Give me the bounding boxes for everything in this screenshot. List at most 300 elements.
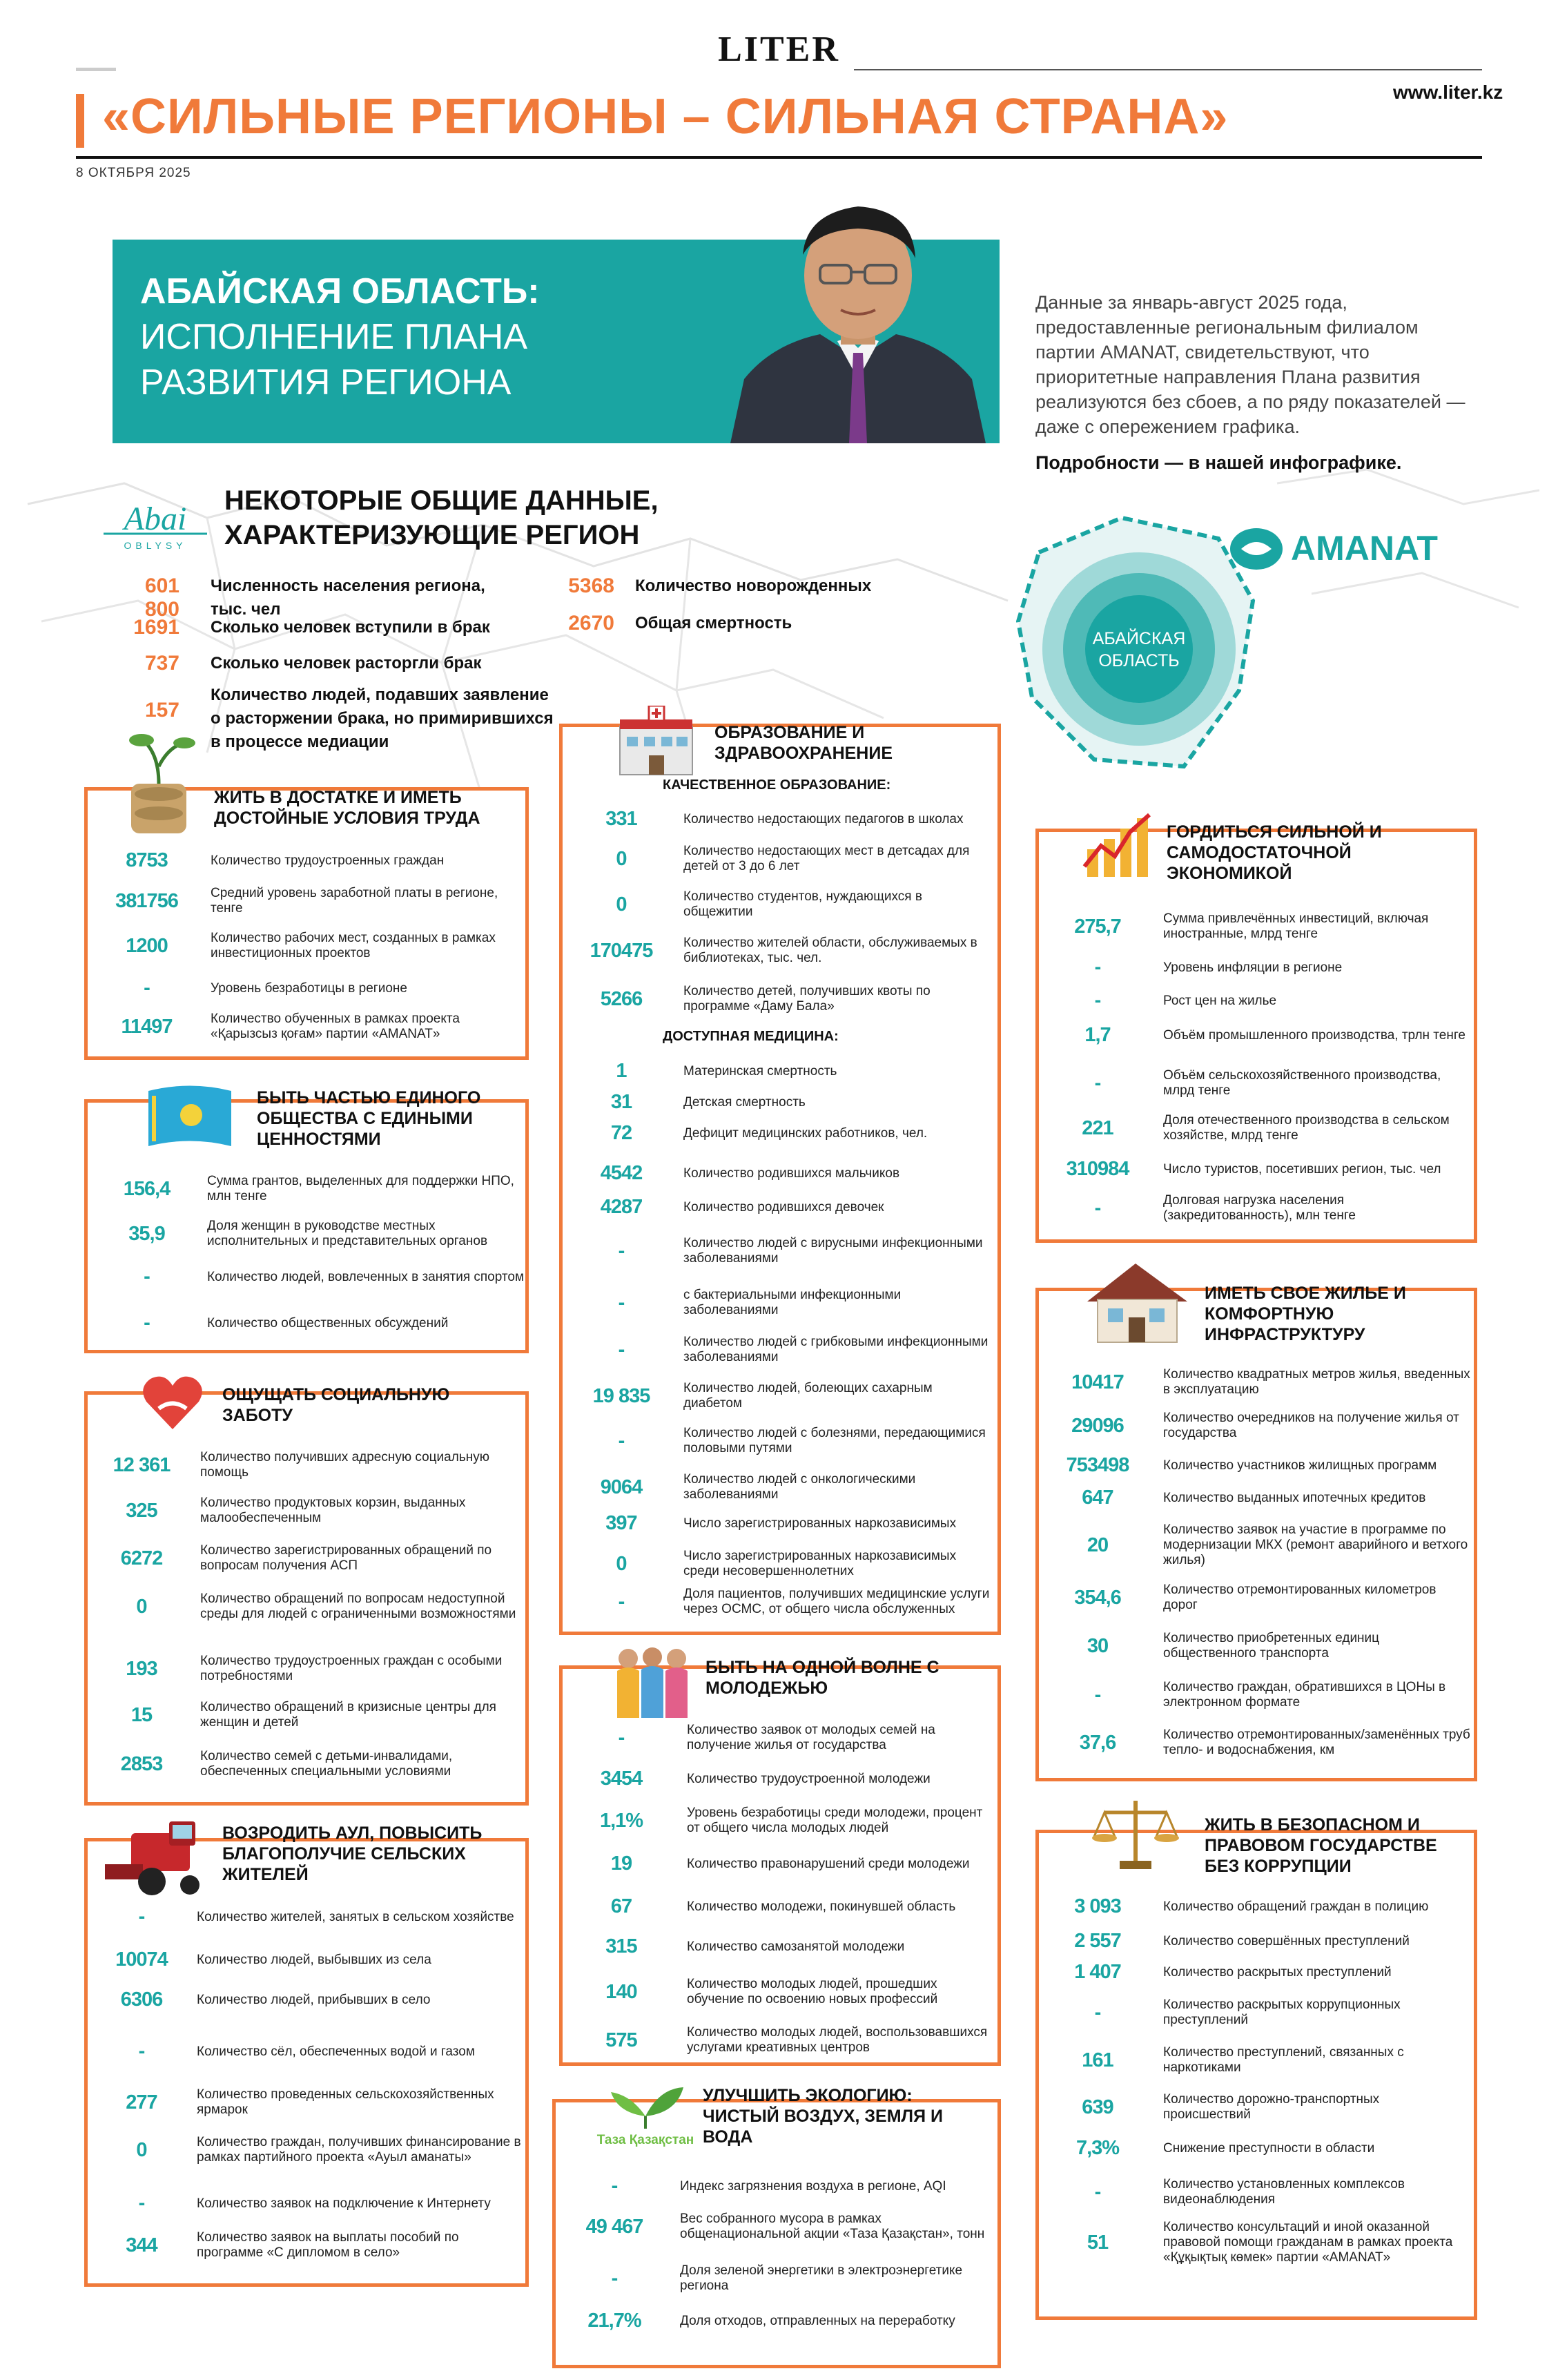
row-label: Количество людей, прибывших в село — [197, 1992, 431, 2007]
intro-text: Данные за январь-август 2025 года, предоставленные региональным филиалом партии AMANAT, свидетельствуют, что приоритетные направления Плана развития реализуются без сбоев, а по ряду показателей — даже с опережением графика. — [1035, 292, 1466, 437]
safety-row — [1046, 2092, 1474, 2122]
social-row — [97, 1700, 525, 1730]
row-label: Количество заявок от молодых семей на получение жилья от государства — [687, 1723, 935, 1752]
society-row — [97, 1312, 525, 1335]
row-value: 11497 — [121, 1015, 173, 1038]
row-value: - — [618, 1338, 625, 1361]
medicine-row — [573, 1091, 994, 1114]
general-label: Численность населения региона, тыс. чел — [211, 577, 485, 619]
row-label: Количество родившихся девочек — [683, 1199, 884, 1215]
row-label: Количество заявок на выплаты пособий по программе «С дипломом в село» — [197, 2230, 459, 2260]
row-value: 0 — [616, 847, 627, 870]
taza-logo-text: Таза Қазақстан — [596, 2133, 694, 2147]
medicine-row — [573, 1426, 994, 1456]
row-value: - — [1094, 1197, 1101, 1219]
housing-row — [1046, 1367, 1474, 1397]
row-value: 753498 — [1066, 1454, 1129, 1476]
economy-row — [1046, 1158, 1474, 1181]
general-value: 157 — [144, 699, 179, 722]
row-value: 315 — [605, 1935, 637, 1957]
social-row — [97, 1450, 525, 1480]
wealth-row — [97, 931, 525, 961]
society-row — [97, 1266, 525, 1288]
row-label: Количество участников жилищных программ — [1163, 1458, 1437, 1473]
safety-row — [1046, 2220, 1474, 2265]
row-label: Рост цен на жилье — [1163, 993, 1277, 1008]
row-label: Материнская смертность — [683, 1063, 837, 1078]
header-rule-short — [76, 68, 116, 71]
header-rule-bottom — [76, 156, 1482, 159]
row-value: - — [1094, 2001, 1101, 2024]
row-label: Количество людей, вовлеченных в занятия спортом — [207, 1269, 525, 1284]
social-row — [97, 1591, 525, 1622]
row-label: Число зарегистрированных наркозависимых — [683, 1516, 957, 1531]
row-value: 15 — [130, 1703, 153, 1726]
general-value: 601 800 — [144, 574, 179, 621]
row-label: Количество дорожно-транспортных происшествий — [1163, 2092, 1380, 2122]
general-value: 2670 — [568, 612, 614, 635]
abai-oblysy-logo — [97, 494, 214, 556]
house-icon — [1080, 1257, 1194, 1346]
row-label: Доля женщин в руководстве местных исполнительных и представительных органов — [207, 1219, 488, 1248]
row-label: Количество правонарушений среди молодежи — [687, 1856, 970, 1871]
row-label: Средний уровень заработной платы в регионе, тенге — [211, 886, 498, 916]
general-label: Общая смертность — [635, 614, 792, 632]
row-value: - — [611, 2175, 618, 2197]
region-label-line2: ОБЛАСТЬ — [1098, 651, 1180, 670]
growth-chart-icon — [1080, 808, 1156, 884]
row-value: 0 — [136, 2138, 147, 2161]
general-value: 1691 — [133, 616, 179, 639]
youth-row — [573, 1723, 994, 1753]
education-subtitle: КАЧЕСТВЕННОЕ ОБРАЗОВАНИЕ: — [663, 777, 891, 793]
panel-youth-title: БЫТЬ НА ОДНОЙ ВОЛНЕ С МОЛОДЕЖЬЮ — [705, 1658, 939, 1698]
row-label: Число зарегистрированных наркозависимых среди несовершеннолетних — [683, 1549, 957, 1578]
row-value: - — [618, 1291, 625, 1314]
general-row — [552, 612, 925, 635]
medicine-row — [573, 1196, 994, 1219]
row-label: Количество родившихся мальчиков — [683, 1165, 900, 1181]
village-row — [97, 2230, 525, 2261]
medicine-row — [573, 1162, 994, 1185]
safety-row — [1046, 2177, 1474, 2207]
society-row — [97, 1219, 525, 1249]
row-value: 6272 — [120, 1547, 163, 1569]
row-label: Количество недостающих мест в детсадах для детей от 3 до 6 лет — [683, 844, 970, 873]
housing-row — [1046, 1583, 1474, 1613]
row-label: Количество преступлений, связанных с наркотиками — [1163, 2045, 1404, 2075]
row-label: Количество общественных обсуждений — [207, 1315, 449, 1331]
site-url[interactable]: www.liter.kz — [1393, 81, 1503, 103]
row-label: Уровень инфляции в регионе — [1163, 960, 1343, 975]
row-value: - — [1094, 956, 1101, 978]
row-value: 1 — [616, 1060, 627, 1082]
row-label: Количество совершённых преступлений — [1163, 1933, 1410, 1948]
panel-safety-title: ЖИТЬ В БЕЗОПАСНОМ И ПРАВОВОМ ГОСУДАРСТВЕ БЕЗ КОРРУПЦИИ — [1205, 1815, 1437, 1876]
village-row — [97, 2135, 525, 2165]
row-value: 2853 — [120, 1752, 163, 1775]
ecology-row — [566, 2310, 997, 2332]
social-row — [97, 1654, 525, 1684]
education-row — [573, 889, 994, 920]
row-value: 354,6 — [1074, 1586, 1121, 1609]
row-value: 8753 — [126, 849, 168, 871]
youth-row — [573, 1895, 994, 1918]
taza-kazakhstan-logo — [590, 2075, 701, 2165]
economy-row — [1046, 1113, 1474, 1143]
row-value: 10074 — [115, 1948, 168, 1971]
medicine-row — [573, 1335, 994, 1365]
scales-icon — [1091, 1795, 1180, 1871]
general-label: Сколько человек вступили в брак — [211, 618, 490, 637]
row-value: 21,7% — [587, 2310, 641, 2332]
row-label: Количество молодых людей, воспользовавшихся услугами креативных центров — [687, 2025, 988, 2055]
row-label: Количество молодежи, покинувшей область — [687, 1899, 956, 1914]
row-label: Количество обученных в рамках проекта «Қарызсыз қоғам» партии «AMANAT» — [211, 1012, 460, 1041]
row-label: с бактериальными инфекционными заболеваниями — [683, 1288, 902, 1317]
general-row — [110, 652, 507, 675]
row-value: 35,9 — [128, 1222, 165, 1245]
row-value: 1,7 — [1084, 1024, 1111, 1046]
wealth-row — [97, 849, 525, 872]
row-value: 7,3% — [1075, 2137, 1120, 2159]
row-value: 0 — [616, 1552, 627, 1575]
ecology-row — [566, 2212, 997, 2242]
education-row — [573, 984, 994, 1014]
row-label: Дефицит медицинских работников, чел. — [683, 1125, 928, 1141]
region-label-line1: АБАЙСКАЯ — [1092, 629, 1186, 648]
row-value: - — [618, 1239, 625, 1262]
medicine-row — [573, 1236, 994, 1266]
row-label: Количество отремонтированных/заменённых труб тепло- и водоснабжения, км — [1163, 1728, 1470, 1757]
row-label: Количество консультаций и иной оказанной правовой помощи гражданам в рамках проекта «Құқықтық көмек» партии «AMANAT» — [1163, 2220, 1453, 2265]
housing-row — [1046, 1411, 1474, 1441]
row-label: Количество жителей, занятых в сельском хозяйстве — [197, 1909, 514, 1924]
row-label: Количество продуктовых корзин, выданных малообеспеченным — [200, 1496, 466, 1525]
panel-ecology-title: УЛУЧШИТЬ ЭКОЛОГИЮ: ЧИСТЫЙ ВОЗДУХ, ЗЕМЛЯ И ВОДА — [703, 2086, 943, 2147]
general-title-line1: НЕКОТОРЫЕ ОБЩИЕ ДАННЫЕ, — [224, 485, 659, 516]
row-label: Количество трудоустроенных граждан с особыми потребностями — [200, 1654, 503, 1683]
row-value: - — [618, 1429, 625, 1452]
hero-title — [140, 269, 540, 405]
kazakhstan-flag-icon — [142, 1081, 238, 1157]
village-row — [97, 2040, 525, 2063]
row-label: Уровень безработицы среди молодежи, процент от общего числа молодых людей — [687, 1806, 983, 1835]
row-value: 12 361 — [113, 1453, 171, 1476]
row-value: - — [138, 2192, 145, 2214]
row-label: Количество молодых людей, прошедших обучение по освоению новых профессий — [687, 1977, 938, 2006]
row-label: Уровень безработицы в регионе — [211, 980, 407, 996]
row-label: Количество очередников на получение жилья от государства — [1163, 1411, 1459, 1440]
row-label: Количество отремонтированных километров дорог — [1163, 1583, 1437, 1612]
row-value: 221 — [1082, 1116, 1113, 1139]
panel-education-title: ОБРАЗОВАНИЕ И ЗДРАВООХРАНЕНИЕ — [714, 723, 893, 763]
row-value: 575 — [605, 2029, 637, 2051]
general-label: Количество людей, подавших заявление о расторжении брака, но примирившихся в процессе медиации — [211, 686, 554, 751]
row-value: 51 — [1087, 2231, 1109, 2254]
general-value: 5368 — [568, 574, 614, 597]
panel-economy-title: ГОРДИТЬСЯ СИЛЬНОЙ И САМОДОСТАТОЧНОЙ ЭКОНОМИКОЙ — [1167, 822, 1382, 883]
row-value: 29096 — [1071, 1414, 1124, 1437]
row-label: Количество заявок на подключение к Интернету — [197, 2196, 491, 2211]
row-label: Сумма грантов, выделенных для поддержки НПО, млн тенге — [207, 1174, 514, 1203]
hero-title-line1: АБАЙСКАЯ ОБЛАСТЬ: — [140, 271, 540, 311]
row-label: Количество граждан, получивших финансирование в рамках партийного проекта «Ауыл аманаты» — [197, 2135, 521, 2165]
general-label: Количество новорожденных — [635, 577, 872, 595]
medicine-row — [573, 1122, 994, 1145]
row-label: Количество людей, выбывших из села — [197, 1952, 431, 1967]
row-value: 2 557 — [1074, 1930, 1121, 1952]
row-value: - — [144, 1266, 150, 1288]
row-label: Снижение преступности в области — [1163, 2140, 1375, 2156]
row-label: Количество граждан, обратившихся в ЦОНы в электронном формате — [1163, 1680, 1446, 1710]
governor-portrait — [717, 172, 1000, 443]
panel-society-title: БЫТЬ ЧАСТЬЮ ЕДИНОГО ОБЩЕСТВА С ЕДИНЫМИ ЦЕННОСТЯМИ — [257, 1088, 481, 1149]
wealth-row — [97, 1012, 525, 1042]
row-label: Вес собранного мусора в рамках общенациональной акции «Таза Қазақстан», тонн — [680, 2212, 985, 2241]
hero-title-line3: РАЗВИТИЯ РЕГИОНА — [140, 362, 512, 403]
row-label: Сумма привлечённых инвестиций, включая иностранные, млрд тенге — [1163, 911, 1429, 941]
housing-row — [1046, 1680, 1474, 1710]
heart-hands-icon — [138, 1371, 207, 1436]
row-value: - — [1094, 2180, 1101, 2203]
row-value: - — [1094, 1072, 1101, 1094]
row-value: 310984 — [1066, 1158, 1129, 1180]
row-value: 161 — [1082, 2049, 1113, 2071]
hospital-building-icon — [613, 706, 699, 778]
row-label: Количество выданных ипотечных кредитов — [1163, 1490, 1426, 1505]
row-label: Доля пациентов, получивших медицинские услуги через ОСМС, от общего числа обслуженных — [683, 1587, 990, 1616]
medicine-subtitle: ДОСТУПНАЯ МЕДИЦИНА: — [663, 1029, 839, 1044]
page-title: «СИЛЬНЫЕ РЕГИОНЫ – СИЛЬНАЯ СТРАНА» — [102, 89, 1229, 144]
youth-row — [573, 1768, 994, 1790]
row-value: 3454 — [600, 1768, 643, 1790]
society-row — [97, 1174, 525, 1204]
row-value: 344 — [126, 2234, 157, 2256]
youth-row — [573, 1977, 994, 2007]
row-value: 275,7 — [1074, 915, 1121, 938]
row-value: - — [144, 1312, 150, 1334]
row-label: Количество обращений граждан в полицию — [1163, 1899, 1429, 1914]
medicine-row — [573, 1472, 994, 1502]
row-value: - — [144, 977, 150, 999]
row-value: 0 — [616, 893, 627, 916]
header-rule-right — [854, 69, 1482, 70]
panel-village-title: ВОЗРОДИТЬ АУЛ, ПОВЫСИТЬ БЛАГОПОЛУЧИЕ СЕЛЬСКИХ ЖИТЕЛЕЙ — [222, 1823, 483, 1884]
row-label: Доля отходов, отправленных на переработку — [680, 2313, 955, 2328]
social-row — [97, 1543, 525, 1574]
row-value: 9064 — [600, 1476, 643, 1498]
panel-social-title: ОЩУЩАТЬ СОЦИАЛЬНУЮ ЗАБОТУ — [222, 1385, 450, 1425]
row-label: Количество заявок на участие в программе по модернизации МКХ (ремонт аварийного и ветхого жилья) — [1163, 1522, 1468, 1567]
youth-row — [573, 2025, 994, 2055]
village-row — [97, 2192, 525, 2215]
general-row — [552, 574, 925, 598]
youth-row — [573, 1852, 994, 1875]
row-label: Количество недостающих педагогов в школах — [683, 811, 964, 826]
row-label: Количество трудоустроенных граждан — [211, 853, 445, 868]
row-label: Количество раскрытых преступлений — [1163, 1964, 1392, 1980]
row-value: - — [618, 1590, 625, 1613]
row-value: - — [611, 2267, 618, 2290]
amanat-text: AMANAT — [1291, 529, 1438, 568]
harvester-icon — [104, 1816, 211, 1899]
row-label: Количество людей, болеющих сахарным диабетом — [683, 1381, 933, 1411]
economy-row — [1046, 956, 1474, 979]
young-people-icon — [607, 1643, 697, 1719]
safety-row — [1046, 2137, 1474, 2160]
row-label: Количество приобретенных единиц общественного транспорта — [1163, 1631, 1380, 1661]
row-label: Доля отечественного производства в сельском хозяйстве, млрд тенге — [1163, 1113, 1450, 1143]
row-label: Количество установленных комплексов видеонаблюдения — [1163, 2177, 1405, 2207]
row-value: 67 — [610, 1895, 632, 1917]
housing-row — [1046, 1728, 1474, 1758]
row-value: - — [1094, 989, 1101, 1012]
row-value: 277 — [126, 2091, 157, 2113]
row-value: 325 — [126, 1499, 157, 1522]
row-value: 156,4 — [123, 1177, 171, 1200]
medicine-row — [573, 1512, 994, 1535]
row-label: Количество получивших адресную социальную помощь — [200, 1450, 489, 1480]
row-value: 5266 — [600, 987, 643, 1010]
education-row — [573, 808, 994, 831]
region-map-circle — [1011, 497, 1274, 787]
general-row — [110, 574, 507, 621]
medicine-row — [573, 1288, 994, 1318]
row-label: Доля зеленой энергетики в электроэнергетике региона — [680, 2263, 963, 2293]
abai-logo-text: Abai — [124, 501, 187, 537]
row-label: Количество людей с болезнями, передающимися половыми путями — [683, 1426, 986, 1455]
housing-row — [1046, 1522, 1474, 1568]
village-row — [97, 1906, 525, 1928]
row-value: 1 407 — [1074, 1961, 1121, 1983]
housing-row — [1046, 1487, 1474, 1509]
row-value: - — [1094, 1683, 1101, 1706]
row-value: - — [138, 1906, 145, 1928]
education-row — [573, 844, 994, 874]
general-title-line2: ХАРАКТЕРИЗУЮЩИЕ РЕГИОН — [224, 520, 640, 550]
row-value: - — [618, 1726, 625, 1749]
row-label: Объём промышленного производства, трлн тенге — [1163, 1027, 1466, 1043]
money-plant-icon — [121, 725, 197, 835]
row-value: 30 — [1087, 1634, 1109, 1657]
row-value: 1200 — [126, 934, 168, 957]
publish-date: 8 ОКТЯБРЯ 2025 — [76, 166, 191, 180]
row-value: 19 — [610, 1852, 632, 1875]
general-value: 737 — [144, 652, 179, 675]
housing-row — [1046, 1631, 1474, 1661]
panel-wealth-title: ЖИТЬ В ДОСТАТКЕ И ИМЕТЬ ДОСТОЙНЫЕ УСЛОВИЯ ТРУДА — [214, 788, 480, 828]
economy-row — [1046, 1068, 1474, 1099]
row-label: Количество людей с онкологическими заболеваниями — [683, 1472, 916, 1502]
row-label: Количество самозанятой молодежи — [687, 1939, 905, 1954]
safety-row — [1046, 1930, 1474, 1953]
row-value: 170475 — [590, 939, 653, 962]
youth-row — [573, 1806, 994, 1836]
row-label: Количество людей с вирусными инфекционными заболеваниями — [683, 1236, 983, 1266]
row-label: Количество студентов, нуждающихся в общежитии — [683, 889, 922, 919]
medicine-row — [573, 1587, 994, 1617]
economy-row — [1046, 1024, 1474, 1047]
row-value: 20 — [1087, 1534, 1109, 1556]
row-value: 397 — [605, 1512, 637, 1534]
row-label: Количество зарегистрированных обращений по вопросам получения АСП — [200, 1543, 492, 1573]
ecology-row — [566, 2263, 997, 2294]
row-label: Количество сёл, обеспеченных водой и газом — [197, 2044, 475, 2059]
medicine-row — [573, 1549, 994, 1579]
safety-row — [1046, 1895, 1474, 1918]
row-value: 10417 — [1071, 1371, 1124, 1393]
row-value: 381756 — [115, 889, 178, 912]
ecology-row — [566, 2175, 997, 2198]
row-value: 331 — [605, 808, 637, 830]
general-title — [224, 483, 659, 552]
economy-row — [1046, 989, 1474, 1012]
wealth-row — [97, 886, 525, 916]
row-value: 3 093 — [1074, 1895, 1121, 1917]
social-row — [97, 1496, 525, 1526]
general-row — [110, 616, 507, 639]
row-value: 72 — [610, 1122, 632, 1144]
economy-row — [1046, 911, 1474, 942]
row-value: 4542 — [600, 1162, 643, 1184]
economy-row — [1046, 1193, 1474, 1223]
row-label: Количество обращений в кризисные центры для женщин и детей — [200, 1700, 496, 1730]
row-label: Количество людей с грибковыми инфекционными заболеваниями — [683, 1335, 989, 1364]
medicine-row — [573, 1381, 994, 1411]
housing-row — [1046, 1454, 1474, 1477]
panel-housing-title: ИМЕТЬ СВОЕ ЖИЛЬЕ И КОМФОРТНУЮ ИНФРАСТРУКТУРУ — [1205, 1284, 1406, 1344]
row-value: 1,1% — [599, 1809, 643, 1832]
general-label: Сколько человек расторгли брак — [211, 654, 482, 673]
village-row — [97, 1948, 525, 1971]
hero-title-line2: ИСПОЛНЕНИЕ ПЛАНА — [140, 317, 528, 357]
education-row — [573, 936, 994, 966]
row-label: Объём сельскохозяйственного производства, млрд тенге — [1163, 1068, 1441, 1098]
row-value: 37,6 — [1079, 1731, 1116, 1754]
row-label: Количество семей с детьми-инвалидами, обеспеченных специальными условиями — [200, 1749, 453, 1779]
title-accent-bar — [76, 94, 84, 148]
row-label: Детская смертность — [683, 1094, 806, 1110]
row-label: Долговая нагрузка населения (закредитованность), млн тенге — [1163, 1193, 1356, 1223]
medicine-row — [573, 1060, 994, 1083]
intro-bold: Подробности — в нашей инфографике. — [1035, 452, 1402, 473]
row-value: 140 — [605, 1980, 637, 2003]
village-row — [97, 2087, 525, 2118]
row-value: 193 — [126, 1657, 157, 1680]
wealth-row — [97, 977, 525, 1000]
social-row — [97, 1749, 525, 1779]
row-label: Количество трудоустроенной молодежи — [687, 1771, 931, 1786]
safety-row — [1046, 1997, 1474, 2028]
row-label: Количество рабочих мест, созданных в рамках инвестиционных проектов — [211, 931, 496, 960]
row-label: Число туристов, посетивших регион, тыс. чел — [1163, 1161, 1441, 1177]
village-row — [97, 1989, 525, 2011]
safety-row — [1046, 2045, 1474, 2076]
hero-banner — [113, 240, 1000, 443]
abai-logo-sub: OBLYSY — [124, 540, 187, 551]
row-value: 49 467 — [585, 2215, 643, 2238]
row-value: 6306 — [120, 1989, 163, 2011]
row-label: Количество квадратных метров жилья, введенных в эксплуатацию — [1163, 1367, 1470, 1397]
row-value: 19 835 — [592, 1384, 650, 1407]
row-value: 0 — [136, 1595, 147, 1618]
safety-row — [1046, 1961, 1474, 1984]
row-label: Количество детей, получивших квоты по программе «Даму Бала» — [683, 984, 931, 1014]
row-value: 639 — [1082, 2096, 1113, 2118]
row-label: Количество обращений по вопросам недоступной среды для людей с ограниченными возможностями — [200, 1591, 516, 1621]
row-label: Индекс загрязнения воздуха в регионе, AQI — [680, 2178, 946, 2194]
